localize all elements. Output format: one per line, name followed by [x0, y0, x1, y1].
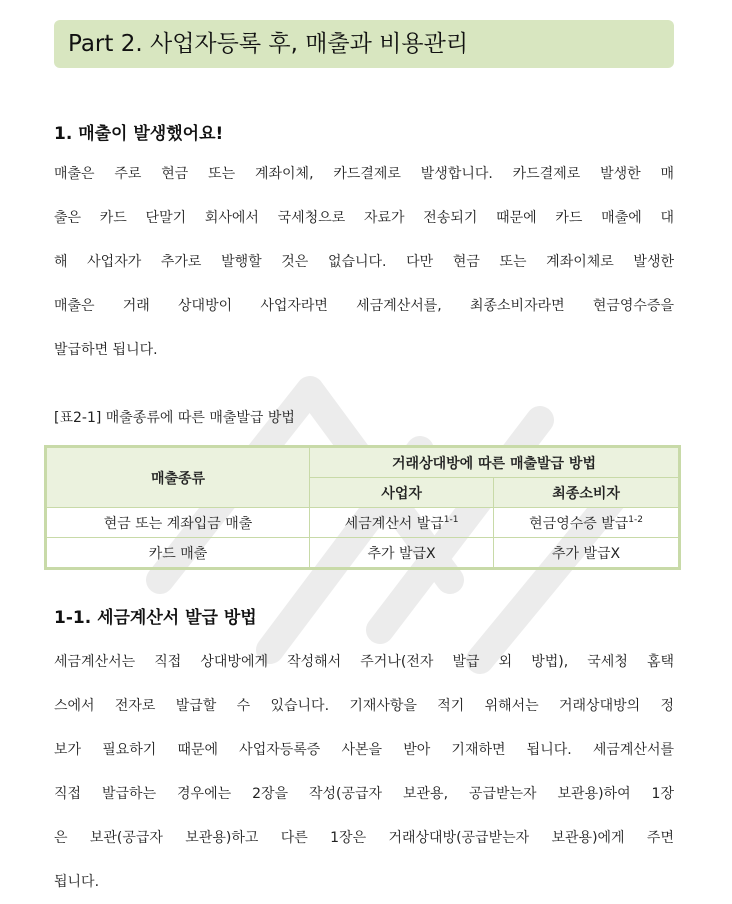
section-heading-tax-invoice: 1-1. 세금계산서 발급 방법	[54, 608, 257, 628]
paragraph-line: 출은 카드 단말기 회사에서 국세청으로 자료가 전송되기 때문에 카드 매출에 대	[54, 210, 674, 226]
cell-business: 추가 발급X	[310, 538, 494, 569]
cell-consumer-text: 현금영수증 발급	[529, 515, 629, 532]
paragraph-line: 스에서 전자로 발급할 수 있습니다. 기재사항을 적기 위해서는 거래상대방의 정	[54, 698, 674, 714]
paragraph-line: 매출은 거래 상대방이 사업자라면 세금계산서를, 최종소비자라면 현금영수증을	[54, 298, 674, 314]
paragraph-line: 직접 발급하는 경우에는 2장을 작성(공급자 보관용, 공급받는자 보관용)하여 1장	[54, 786, 674, 802]
section-paragraph-tax-invoice	[54, 640, 674, 904]
paragraph-line: 보가 필요하기 때문에 사업자등록증 사본을 받아 기재하면 됩니다. 세금계산서를	[54, 742, 674, 758]
cell-consumer	[494, 508, 680, 538]
footnote-ref: 1-2	[628, 514, 643, 525]
table-row	[46, 538, 680, 569]
sales-issuance-table	[44, 445, 681, 570]
table-row	[46, 508, 680, 538]
paragraph-line: 됩니다.	[54, 874, 100, 890]
part-title: Part 2. 사업자등록 후, 매출과 비용관리	[68, 31, 469, 57]
paragraph-line: 은 보관(공급자 보관용)하고 다른 1장은 거래상대방(공급받는자 보관용)에게 주면	[54, 830, 674, 846]
cell-business	[310, 508, 494, 538]
table-caption: [표2-1] 매출종류에 따른 매출발급 방법	[54, 410, 295, 426]
paragraph-line: 발급하면 됩니다.	[54, 342, 158, 358]
cell-consumer: 추가 발급X	[494, 538, 680, 569]
section-paragraph-sales	[54, 152, 674, 372]
paragraph-line: 세금계산서는 직접 상대방에게 작성해서 주거나(전자 발급 외 방법), 국세청 홈택	[54, 654, 674, 670]
header-counterparty-group: 거래상대방에 따른 매출발급 방법	[310, 447, 680, 478]
part-title-banner	[54, 20, 674, 68]
cell-sales-type: 카드 매출	[46, 538, 310, 569]
paragraph-line: 매출은 주로 현금 또는 계좌이체, 카드결제로 발생합니다. 카드결제로 발생한 매	[54, 166, 674, 182]
header-consumer: 최종소비자	[494, 478, 680, 508]
header-sales-type: 매출종류	[46, 447, 310, 508]
section-heading-sales: 1. 매출이 발생했어요!	[54, 124, 224, 144]
cell-sales-type: 현금 또는 계좌입금 매출	[46, 508, 310, 538]
paragraph-line: 해 사업자가 추가로 발행할 것은 없습니다. 다만 현금 또는 계좌이체로 발생한	[54, 254, 674, 270]
cell-business-text: 세금계산서 발급	[344, 515, 444, 532]
footnote-ref: 1-1	[443, 514, 459, 525]
header-business: 사업자	[310, 478, 494, 508]
